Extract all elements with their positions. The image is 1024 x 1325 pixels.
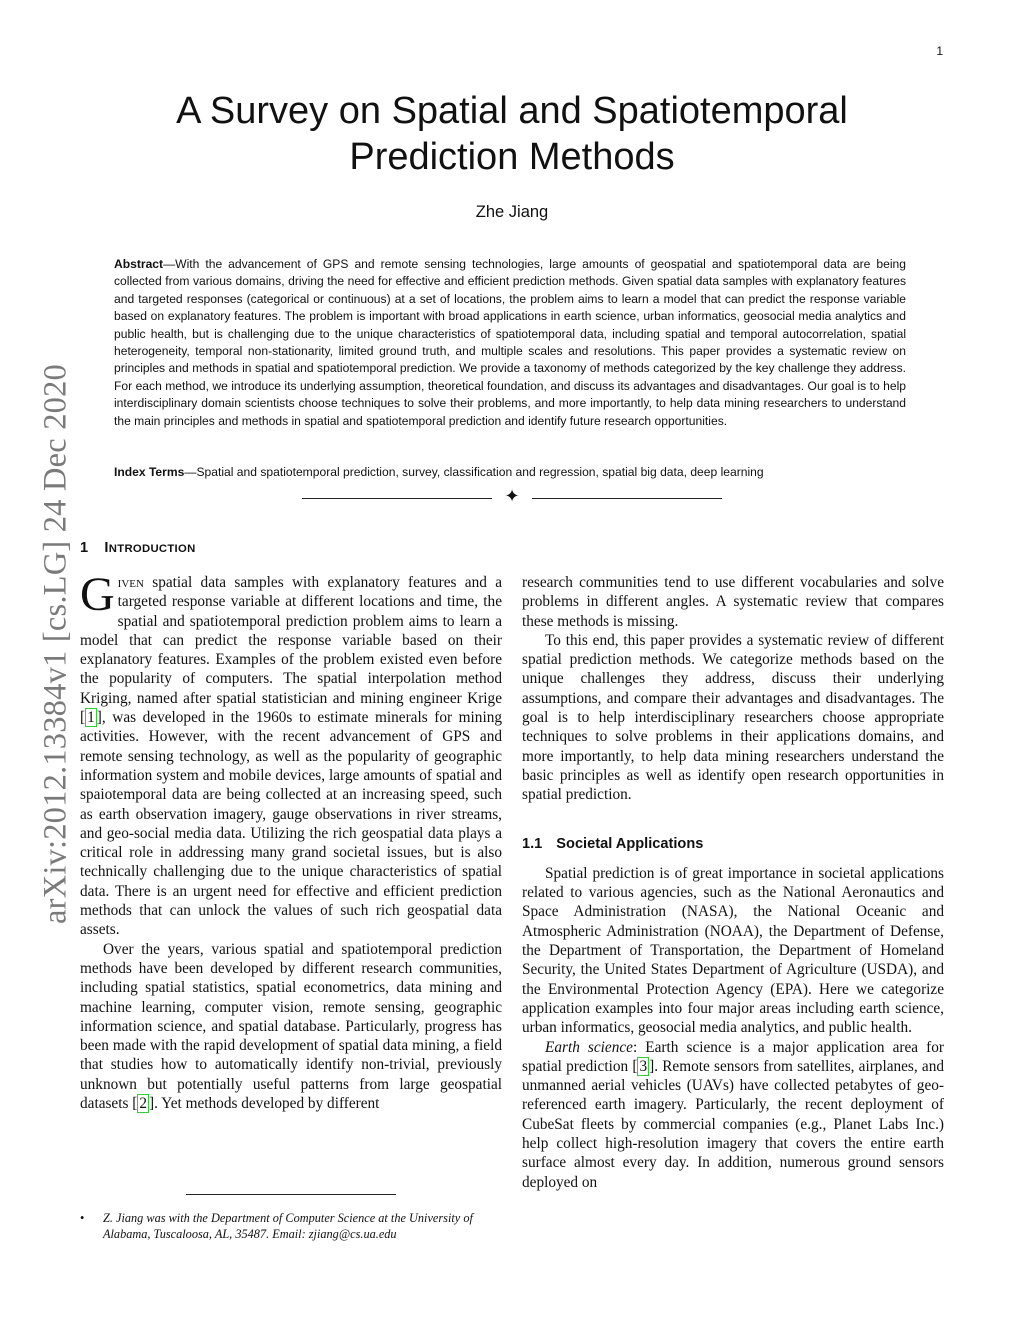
intro-paragraph-1: Given spatial data samples with explanatory features and a targeted response variable at different locations and time, the spatial and spatiotemporal prediction problem aims to learn a model that can predict the response variable based on their explanatory features. Examples of the problem existed even before the popularity of computers. The spatial interpolation method Kriging, named after spatial statistician and mining engineer Krige [ 1 ], was developed in the 1960s to estimate minerals for mining activities. However, with the recent advancement of GPS and remote sensing technology, as well as the popularity of geographic information system and mobile devices, large amounts of spatial and spaiotemporal data are being collected at an increasing speed, such as earth observation imagery, gauge observations in river streams, and geo-social media data. Utilizing the rich geospatial data plays a critical role in addressing many grand societal issues, but is also technically challenging due to the unique characteristics of spatial data. There is an urgent need for effective and efficient prediction methods that can unlock the values of such rich geospatial data assets. [80,568,502,939]
intro-paragraph-4: To this end, this paper provides a systematic review of different spatial prediction methods. We categorize methods based on the unique challenges they address, discuss their underlying assumptions, and compare their advantages and disadvantages. The goal is to help interdisciplinary researchers choose appropriate techniques to solve problems in their applications domains, and more importantly, to help data mining researchers understand the basic principles as well as identify open research opportunities in spatial prediction. [522,631,944,804]
subsection-title: Societal Applications [556,835,704,852]
paper-title-line-2: Prediction Methods [349,136,675,178]
separator-line-right [532,498,722,499]
separator-star-icon: ✦ [504,486,520,506]
index-terms-text: —Spatial and spatiotemporal prediction, survey, classification and regression, spatial big data, deep learning [184,465,764,479]
citation-link[interactable]: 2 [139,1095,148,1113]
earth-science-text-a: : Earth science is a major application area for spatial prediction [522,1038,944,1075]
subsection-number: 1.1 [522,835,543,852]
earth-science-text-b: . Remote sensors from satellites, airplanes, and unmanned aerial vehicles (UAVs) have collected petabytes of geo-referenced earth imagery. Particularly, the recent deployment of CubeSat fleets by commercial companies (e.g., Planet Labs Inc.) help collect high-resolution imagery that covers the entire earth surface almost every day. In addition, numerous ground sensors deployed on [522,1057,944,1191]
abstract-text: —With the advancement of GPS and remote sensing technologies, large amounts of geospatial and spatiotemporal data are being collected from various domains, driving the need for effective and efficient prediction methods. Given spatial data samples with explanatory features and targeted responses (categorical or continuous) at a set of locations, the problem aims to learn a model that can predict the response variable based on explanatory features. The problem is important with broad applications in earth science, urban informatics, geosocial media analytics and public health, but is challenging due to the unique characteristics of spatiotemporal data, including spatial and temporal autocorrelation, spatial heterogeneity, temporal non-stationarity, limited ground truth, and multiple scales and resolutions. This paper provides a systematic review on principles and methods in spatial and spatiotemporal prediction. We provide a taxonomy of methods categorized by the key challenge they address. For each method, we introduce its underlying assumption, theoretical foundation, and discuss its advantages and disadvantages. Our goal is to help interdisciplinary domain scientists choose techniques to solve their problems, and more importantly, to help data mining researchers to understand the main principles and methods in spatial and spatiotemporal prediction and identify future research opportunities. [114,257,906,428]
footnote-bullet-icon: • [80,1211,85,1225]
author-name: Zhe Jiang [475,203,549,221]
page-number: 1 [936,44,943,58]
intro-paragraph-2-text-a: Over the years, various spatial and spatiotemporal prediction methods have been developed by different research communities, including spatial statistics, spatial econometrics, data mining and machine learning, computer vision, remote sensing, geographic information science, and spatial database. Particularly, progress has been made with the rapid development of spatial data mining, a field that studies how to automatically identify non-trivial, previously unknown but potentially useful patterns from large geospatial datasets [80,940,502,1113]
separator-line-left [302,498,492,499]
index-terms [114,464,906,481]
applications-paragraph: Spatial prediction is of great importance in societal applications related to various agencies, such as the National Aeronautics and Space Administration (NASA), the National Oceanic and Atmospheric Administration (NOAA), the Department of Defense, the Department of Transportation, the Department of Homeland Security, the United States Department of Agriculture (USDA), and the Environmental Protection Agency (EPA). Here we categorize application examples into four major areas including earth science, urban informatics, geosocial media analytics, and public health. [522,864,944,1037]
intro-paragraph-1-text-a: spatial data samples with explanatory features and a targeted response variable at different locations and time, the spatial and spatiotemporal prediction problem aims to learn a model that can predict the response variable based on their explanatory features. Examples of the problem existed even before the popularity of computers. The spatial interpolation method Kriging, named after spatial statistician and mining engineer Krige [80,574,502,707]
arxiv-stamp: arXiv:2012.13384v1 [cs.LG] 24 Dec 2020 [37,364,74,924]
right-column [522,573,944,1192]
section-title-rest: NTRODUCTION [108,543,196,555]
intro-paragraph-2-text-b: . Yet methods developed by different [154,1095,380,1113]
left-column [80,568,502,1113]
earth-science-label: Earth science [545,1038,633,1056]
abstract [114,256,906,430]
intro-paragraph-2: Over the years, various spatial and spatiotemporal prediction methods have been developed by different research communities, including spatial statistics, spatial econometrics, data mining and machine learning, computer vision, remote sensing, geographic information science, and spatial database. Particularly, progress has been made with the rapid development of spatial data mining, a field that studies how to automatically identify non-trivial, previously unknown but potentially useful patterns from large geospatial datasets [ 2 ]. Yet methods developed by different [80,940,502,1113]
section-title-initial: I [104,540,109,556]
lead-smallcaps: iven [117,574,144,591]
drop-cap: G [80,568,115,621]
paper-title-line-1: A Survey on Spatial and Spatiotemporal [176,90,848,132]
section-separator [302,488,722,510]
citation-link[interactable]: 1 [87,709,95,727]
intro-paragraph-3: research communities tend to use different vocabularies and solve problems in different angles. A systematic review that compares these methods is missing. [522,574,944,630]
author-footnote [80,1211,502,1242]
citation-link[interactable]: 3 [639,1057,648,1075]
section-heading-introduction [80,540,196,556]
footnote-rule [186,1194,396,1195]
abstract-label: Abstract [114,257,164,271]
footnote-text: Z. Jiang was with the Department of Computer Science at the University of Alabama, Tuscaloosa, AL, 35487. Email: zjiang@cs.ua.edu [103,1211,473,1241]
index-terms-label: Index Terms [114,465,185,479]
intro-paragraph-1-text-b: , was developed in the 1960s to estimate minerals for mining activities. However, with the recent advancement of GPS and remote sensing technology, as well as the popularity of geographic information system and mobile devices, large amounts of spatial and spaiotemporal data are being collected at an increasing speed, such as earth observation imagery, gauge observations in river streams, and geo-social media data. Utilizing the rich geospatial data plays a critical role in addressing many grand societal issues, but is also technically challenging due to the unique characteristics of spatial data. There is an urgent need for effective and efficient prediction methods that can unlock the values of such rich geospatial data assets. [80,709,502,939]
subsection-heading-societal-applications [522,835,944,854]
paper-title [100,88,924,180]
earth-science-paragraph: Earth science: Earth science is a major application area for spatial prediction [ 3 ]. Remote sensors from satellites, airplanes, and unmanned aerial vehicles (UAVs) have collected petabytes of geo-referenced earth imagery. Particularly, the recent deployment of CubeSat fleets by commercial companies (e.g., Planet Labs Inc.) help collect high-resolution imagery that covers the entire earth surface almost every day. In addition, numerous ground sensors deployed on [522,1038,944,1191]
section-number: 1 [80,540,89,556]
